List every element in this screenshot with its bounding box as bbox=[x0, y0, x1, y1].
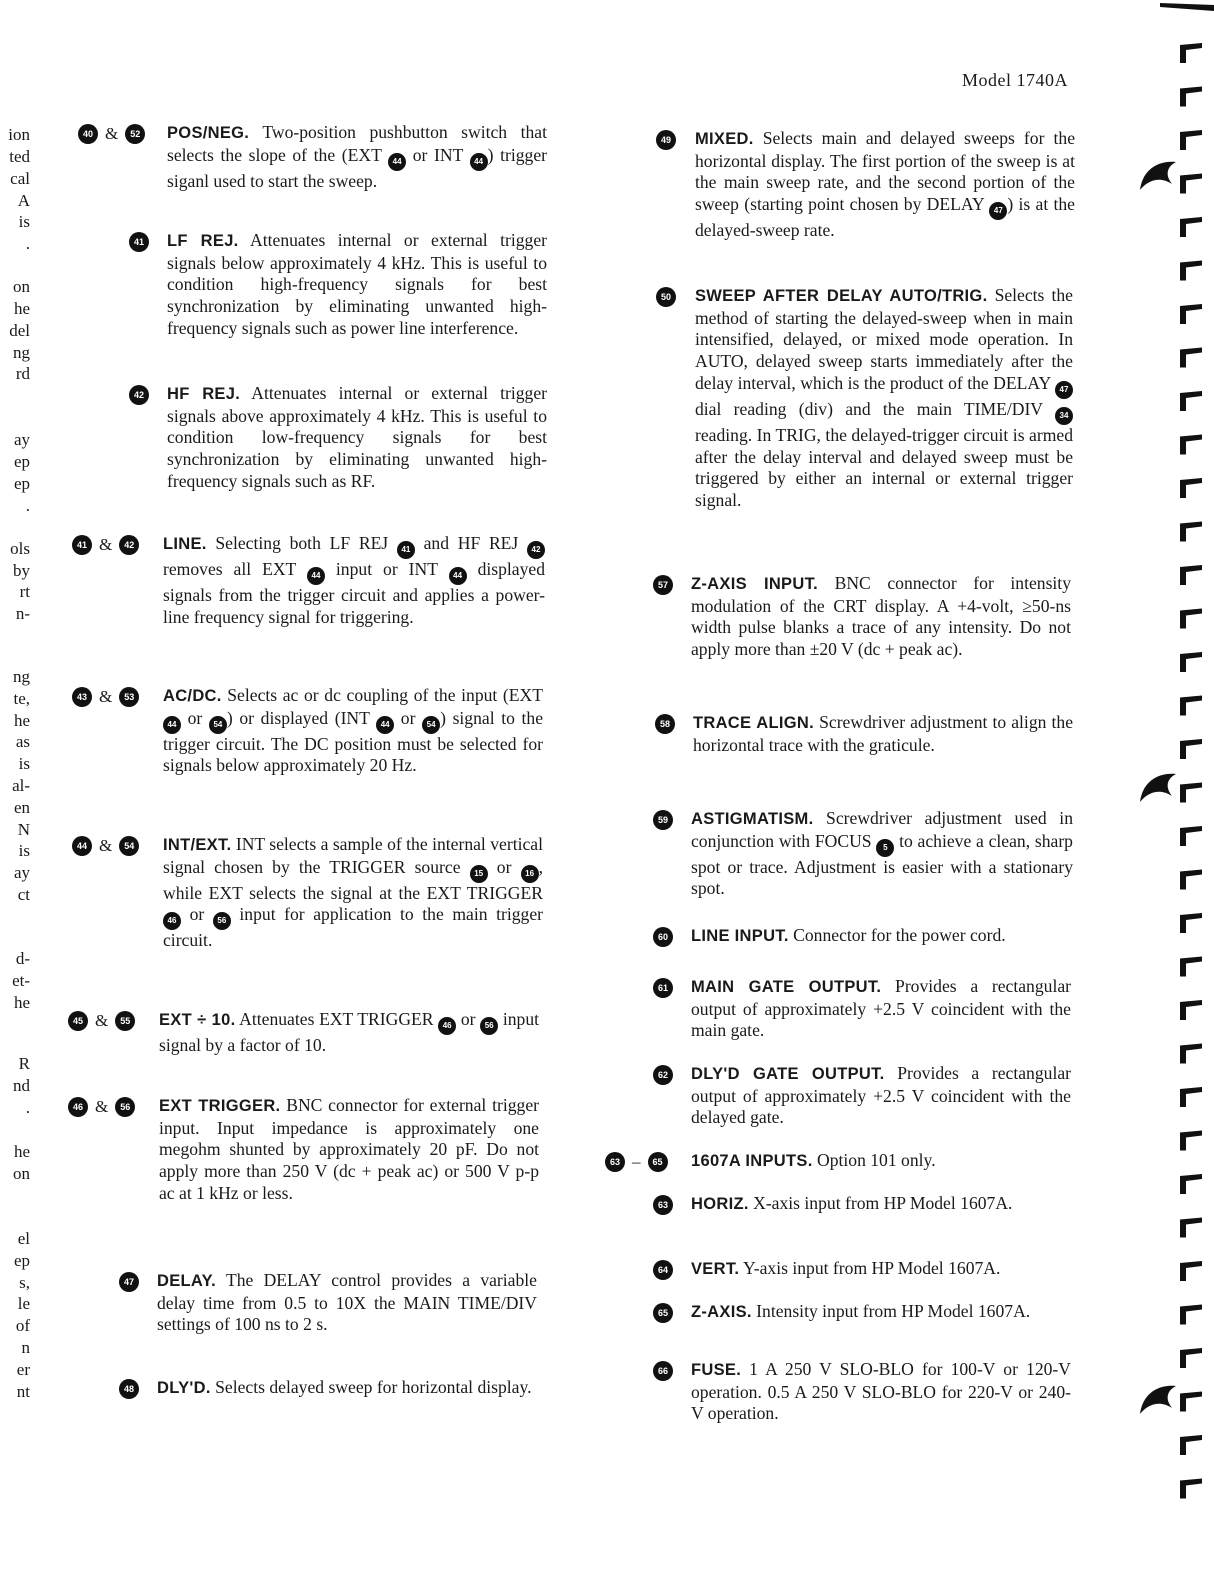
entry-title: LINE INPUT. bbox=[691, 927, 789, 945]
entry-text: Selects main and delayed sweeps for the horizontal display. The first portion of the sweep is at the main sweep rate, and the second portion of the sweep (starting point chosen by DELAY bbox=[695, 128, 1075, 215]
callout-number-61: 61 bbox=[653, 978, 673, 998]
entry-text: to achieve a clean, sharp spot or trace. Adjustment is easier with a stationary spot. bbox=[691, 830, 1073, 899]
margin-fragment: R bbox=[18, 1054, 30, 1073]
entry-title: EXT ÷ 10. bbox=[159, 1011, 236, 1029]
entry-title: Z-AXIS INPUT. bbox=[691, 575, 819, 593]
margin-fragment: d- bbox=[15, 949, 30, 968]
entry-vert bbox=[691, 1258, 1071, 1281]
entry-title: DELAY. bbox=[157, 1272, 216, 1290]
entry-title: DLY'D GATE OUTPUT. bbox=[691, 1065, 885, 1083]
entry-astig bbox=[691, 808, 1073, 900]
entry-dlygate bbox=[691, 1063, 1071, 1129]
entry-text: Selects the method of starting the delayed-sweep when in main intensified, delayed, or mixed mode operation. In AUTO, delayed sweep starts immediately after the delay interval, which is the product of the DELAY bbox=[695, 285, 1073, 393]
ampersand: & bbox=[99, 687, 113, 706]
entry-text: or bbox=[487, 856, 521, 877]
entry-text: Option 101 only. bbox=[812, 1150, 936, 1170]
entry-title: INT/EXT. bbox=[163, 836, 232, 854]
margin-fragment: . bbox=[25, 496, 30, 515]
entry-text: BNC connector for external trigger input. Input impedance is approximately one megohm shunted by approximately 20 pF. Do not apply more than 250 V (dc + peak ac) or 500 V p-p ac at 1 kHz or less. bbox=[159, 1095, 539, 1203]
entry-title: Z-AXIS. bbox=[691, 1303, 752, 1321]
entry-text: input or INT bbox=[324, 559, 449, 579]
callout-number-44: 44 bbox=[307, 567, 325, 585]
entry-text: reading. In TRIG, the delayed-trigger circuit is armed after the delay interval and delayed sweep must be triggered by either an internal or external trigger signal. bbox=[695, 424, 1073, 510]
callout-number-59: 59 bbox=[653, 810, 673, 830]
callout-number-50: 50 bbox=[656, 287, 676, 307]
entry-hfrej bbox=[167, 383, 547, 493]
margin-fragment: . bbox=[25, 234, 30, 253]
entry-title: LF REJ. bbox=[167, 232, 239, 250]
entry-text: removes all EXT bbox=[163, 559, 307, 579]
entry-lfrej bbox=[167, 230, 547, 340]
entry-text: Attenuates internal or external trigger signals below approximately 4 kHz. This is useful to condition high-frequency signals for best synchronization by eliminating unwanted high-frequency signals such as power line interference. bbox=[167, 230, 548, 338]
margin-fragment: ep bbox=[13, 452, 30, 471]
entry-callouts bbox=[78, 124, 145, 144]
margin-fragment: is bbox=[18, 754, 30, 773]
margin-fragment: ay bbox=[13, 430, 30, 449]
entry-callouts bbox=[119, 1272, 139, 1292]
callout-number-56: 56 bbox=[213, 912, 231, 930]
margin-fragment: ng bbox=[13, 667, 30, 686]
entry-callouts bbox=[68, 1011, 135, 1031]
entry-text: ) trigger siganl used to start the sweep. bbox=[167, 144, 547, 191]
callout-number-65: 65 bbox=[648, 1152, 668, 1172]
entry-text: Screwdriver adjustment to align the horizontal trace with the graticule. bbox=[693, 712, 1073, 755]
callout-number-49: 49 bbox=[656, 130, 676, 150]
margin-fragment: le bbox=[17, 1294, 30, 1313]
margin-fragment: . bbox=[25, 1098, 30, 1117]
margin-fragment: cal bbox=[10, 169, 30, 188]
margin-fragment: ay bbox=[13, 863, 30, 882]
entry-text: Screwdriver adjustment used in conjunction with FOCUS bbox=[691, 808, 1073, 851]
callout-number-42: 42 bbox=[527, 541, 545, 559]
callout-number-66: 66 bbox=[653, 1361, 673, 1381]
margin-fragment: is bbox=[18, 841, 30, 860]
callout-number-65: 65 bbox=[653, 1303, 673, 1323]
entry-ext10 bbox=[159, 1009, 539, 1057]
punch-hole-mark-2 bbox=[1138, 770, 1178, 810]
entry-zaxis bbox=[691, 573, 1071, 661]
entry-callouts bbox=[656, 287, 676, 307]
callout-number-48: 48 bbox=[119, 1379, 139, 1399]
entry-text: Provides a rectangular output of approximately +2.5 V coincident with the main gate. bbox=[691, 976, 1072, 1041]
callout-number-44: 44 bbox=[376, 716, 394, 734]
entry-callouts bbox=[653, 1260, 673, 1280]
callout-number-44: 44 bbox=[449, 567, 467, 585]
entry-horiz bbox=[691, 1193, 1071, 1216]
margin-fragment: er bbox=[16, 1360, 30, 1379]
margin-fragment: ion bbox=[8, 125, 30, 144]
entry-zaxis2 bbox=[691, 1301, 1071, 1324]
entry-callouts bbox=[653, 1195, 673, 1215]
callout-number-54: 54 bbox=[119, 836, 139, 856]
entry-delay bbox=[157, 1270, 537, 1336]
callout-number-47: 47 bbox=[119, 1272, 139, 1292]
entry-text: , while EXT selects the signal at the EXT TRIGGER bbox=[163, 856, 543, 903]
entry-callouts bbox=[653, 810, 673, 830]
entry-sad bbox=[695, 285, 1073, 512]
punch-hole-mark-3 bbox=[1138, 1382, 1178, 1422]
margin-fragment: nt bbox=[16, 1382, 30, 1401]
callout-number-64: 64 bbox=[653, 1260, 673, 1280]
entry-text: ) is at the delayed-sweep rate. bbox=[695, 194, 1075, 241]
punch-hole-mark-1 bbox=[1138, 158, 1178, 198]
ampersand: & bbox=[95, 1097, 109, 1116]
margin-fragment: al- bbox=[12, 776, 30, 795]
entry-intext bbox=[163, 834, 543, 952]
margin-fragment: s, bbox=[19, 1273, 30, 1292]
entry-text: Selects delayed sweep for horizontal display. bbox=[210, 1377, 532, 1397]
margin-fragment: he bbox=[13, 299, 30, 318]
entry-trace bbox=[693, 712, 1073, 756]
page-header-model: Model 1740A bbox=[962, 70, 1068, 90]
entry-title: LINE. bbox=[163, 535, 207, 553]
margin-fragment: n- bbox=[15, 604, 30, 623]
callout-number-56: 56 bbox=[480, 1017, 498, 1035]
callout-number-46: 46 bbox=[68, 1097, 88, 1117]
callout-number-53: 53 bbox=[119, 687, 139, 707]
margin-fragment: ep bbox=[13, 1251, 30, 1270]
callout-number-16: 16 bbox=[521, 865, 539, 883]
callout-number-57: 57 bbox=[653, 575, 673, 595]
callout-number-60: 60 bbox=[653, 927, 673, 947]
margin-fragment: te, bbox=[13, 689, 30, 708]
entry-line bbox=[163, 533, 545, 628]
ampersand: & bbox=[99, 535, 113, 554]
entry-callouts bbox=[653, 575, 673, 595]
entry-acdc bbox=[163, 685, 543, 777]
entry-callouts bbox=[72, 535, 139, 555]
entry-title: 1607A INPUTS. bbox=[691, 1152, 813, 1170]
callout-number-41: 41 bbox=[397, 541, 415, 559]
entry-text: dial reading (div) and the main TIME/DIV bbox=[695, 398, 1055, 419]
ampersand: & bbox=[99, 836, 113, 855]
entry-title: DLY'D. bbox=[157, 1379, 211, 1397]
entry-callouts bbox=[653, 1065, 673, 1085]
entry-inputs1607 bbox=[691, 1150, 1071, 1173]
entry-title: EXT TRIGGER. bbox=[159, 1097, 281, 1115]
entry-text: ) or displayed (INT bbox=[226, 707, 377, 728]
entry-callouts bbox=[129, 232, 149, 252]
entry-text: or bbox=[181, 904, 213, 925]
margin-fragment: n bbox=[21, 1338, 30, 1357]
callout-number-55: 55 bbox=[115, 1011, 135, 1031]
callout-number-42: 42 bbox=[129, 385, 149, 405]
callout-number-46: 46 bbox=[438, 1017, 456, 1035]
entry-text: Connector for the power cord. bbox=[788, 925, 1006, 945]
callout-number-41: 41 bbox=[72, 535, 92, 555]
callout-number-44: 44 bbox=[72, 836, 92, 856]
entry-text: Selecting both LF REJ bbox=[206, 533, 397, 553]
entry-text: X-axis input from HP Model 1607A. bbox=[748, 1193, 1013, 1213]
callout-number-63: 63 bbox=[605, 1152, 625, 1172]
margin-fragment: ct bbox=[17, 885, 30, 904]
entry-text: displayed signals from the trigger circuit and applies a power-line frequency signal for triggering. bbox=[163, 559, 545, 627]
margin-fragment: is bbox=[18, 212, 30, 231]
entry-exttrig bbox=[159, 1095, 539, 1205]
callout-number-15: 15 bbox=[470, 865, 488, 883]
margin-fragment: as bbox=[15, 732, 30, 751]
callout-number-54: 54 bbox=[422, 716, 440, 734]
entry-callouts bbox=[68, 1097, 135, 1117]
entry-callouts bbox=[72, 836, 139, 856]
entry-text: INT selects a sample of the internal vertical signal chosen by the TRIGGER source bbox=[163, 834, 543, 877]
entry-text: or bbox=[394, 707, 423, 728]
margin-fragment: et- bbox=[12, 971, 30, 990]
entry-text: Attenuates EXT TRIGGER bbox=[235, 1009, 439, 1029]
entry-title: FUSE. bbox=[691, 1361, 742, 1379]
entry-text: Y-axis input from HP Model 1607A. bbox=[739, 1258, 1001, 1278]
entry-text: or bbox=[181, 707, 209, 728]
callout-number-40: 40 bbox=[78, 124, 98, 144]
entry-text: input for application to the main trigger circuit. bbox=[163, 904, 543, 951]
entry-callouts bbox=[655, 714, 675, 734]
margin-fragment: ep bbox=[13, 474, 30, 493]
entry-text: or INT bbox=[406, 144, 470, 165]
entry-text: input signal by a factor of 10. bbox=[159, 1009, 539, 1055]
callout-number-52: 52 bbox=[125, 124, 145, 144]
entry-text: Attenuates internal or external trigger signals above approximately 4 kHz. This is useful to condition low-frequency signals for best synchronization by eliminating unwanted high-frequency signals such as RF. bbox=[167, 383, 547, 491]
margin-fragment: A bbox=[17, 191, 30, 210]
range-dash: – bbox=[632, 1152, 641, 1171]
callout-number-42: 42 bbox=[119, 535, 139, 555]
ampersand: & bbox=[95, 1011, 109, 1030]
callout-number-5: 5 bbox=[876, 839, 894, 857]
entry-title: VERT. bbox=[691, 1260, 740, 1278]
entry-text: BNC connector for intensity modulation of the CRT display. A +4-volt, ≥50-ns width pulse blanks a trace of any intensity. Do not apply more than ±20 V (dc + peak ac). bbox=[691, 573, 1071, 660]
ampersand: & bbox=[105, 124, 119, 143]
entry-dlyd bbox=[157, 1377, 537, 1400]
margin-fragment: rd bbox=[15, 364, 30, 383]
margin-fragment: ted bbox=[9, 147, 30, 166]
entry-text: The DELAY control provides a variable delay time from 0.5 to 10X the MAIN TIME/DIV settings of 100 ns to 2 s. bbox=[157, 1270, 537, 1335]
entry-title: MIXED. bbox=[695, 130, 754, 148]
callout-number-43: 43 bbox=[72, 687, 92, 707]
entry-title: AC/DC. bbox=[163, 687, 222, 705]
entry-title: MAIN GATE OUTPUT. bbox=[691, 978, 882, 996]
callout-number-47: 47 bbox=[1055, 381, 1073, 399]
callout-number-44: 44 bbox=[388, 153, 406, 171]
entry-maingate bbox=[691, 976, 1071, 1042]
entry-fuse bbox=[691, 1359, 1071, 1425]
margin-fragment: by bbox=[13, 561, 30, 580]
callout-number-47: 47 bbox=[989, 202, 1007, 220]
entry-title: HORIZ. bbox=[691, 1195, 749, 1213]
margin-fragment: on bbox=[13, 277, 30, 296]
entry-title: ASTIGMATISM. bbox=[691, 810, 814, 828]
entry-title: POS/NEG. bbox=[167, 124, 250, 142]
entry-callouts bbox=[72, 687, 139, 707]
entry-text: ) signal to the trigger circuit. The DC position must be selected for signals below approximately 20 Hz. bbox=[163, 707, 544, 776]
callout-number-54: 54 bbox=[209, 716, 227, 734]
entry-posneg bbox=[167, 122, 547, 192]
callout-number-63: 63 bbox=[653, 1195, 673, 1215]
entry-title: TRACE ALIGN. bbox=[693, 714, 815, 732]
callout-number-62: 62 bbox=[653, 1065, 673, 1085]
entry-text: and HF REJ bbox=[414, 533, 527, 553]
entry-callouts bbox=[653, 978, 673, 998]
margin-fragment: on bbox=[13, 1164, 30, 1183]
margin-fragment: del bbox=[9, 321, 30, 340]
margin-fragment: rt bbox=[19, 582, 30, 601]
margin-fragment: en bbox=[13, 798, 30, 817]
callout-number-44: 44 bbox=[470, 153, 488, 171]
callout-number-45: 45 bbox=[68, 1011, 88, 1031]
entry-callouts bbox=[653, 1361, 673, 1381]
entry-callouts bbox=[656, 130, 676, 150]
entry-title: SWEEP AFTER DELAY AUTO/TRIG. bbox=[695, 287, 988, 305]
margin-fragment: ng bbox=[13, 343, 30, 362]
entry-text: Provides a rectangular output of approximately +2.5 V coincident with the delayed gate. bbox=[691, 1063, 1072, 1128]
callout-number-44: 44 bbox=[163, 716, 181, 734]
entry-text: Intensity input from HP Model 1607A. bbox=[751, 1301, 1031, 1321]
margin-fragment: he bbox=[13, 711, 30, 730]
entry-text: 1 A 250 V SLO-BLO for 100-V or 120-V operation. 0.5 A 250 V SLO-BLO for 220-V or 240-V operation. bbox=[691, 1359, 1071, 1424]
callout-number-46: 46 bbox=[163, 912, 181, 930]
entry-text: Two-position pushbutton switch that selects the slope of the (EXT bbox=[167, 122, 547, 165]
entry-callouts bbox=[129, 385, 149, 405]
entry-callouts bbox=[653, 1303, 673, 1323]
entry-title: HF REJ. bbox=[167, 385, 241, 403]
callout-number-58: 58 bbox=[655, 714, 675, 734]
entry-linein bbox=[691, 925, 1073, 948]
margin-fragment: nd bbox=[13, 1076, 30, 1095]
callout-number-41: 41 bbox=[129, 232, 149, 252]
margin-fragment: of bbox=[15, 1316, 30, 1335]
margin-fragment: he bbox=[13, 993, 30, 1012]
callout-number-34: 34 bbox=[1055, 407, 1073, 425]
margin-fragment: he bbox=[13, 1142, 30, 1161]
margin-fragment: ols bbox=[10, 539, 30, 558]
corner-mark bbox=[1140, 0, 1214, 12]
entry-callouts bbox=[653, 927, 673, 947]
entry-text: Selects ac or dc coupling of the input (EXT bbox=[221, 685, 543, 705]
binding-edge-marks bbox=[1172, 40, 1214, 1540]
entry-callouts bbox=[119, 1379, 139, 1399]
entry-callouts bbox=[605, 1152, 668, 1172]
callout-number-56: 56 bbox=[115, 1097, 135, 1117]
margin-fragment: el bbox=[17, 1229, 30, 1248]
entry-text: or bbox=[456, 1009, 481, 1029]
entry-mixed bbox=[695, 128, 1075, 242]
margin-fragment: N bbox=[17, 820, 30, 839]
